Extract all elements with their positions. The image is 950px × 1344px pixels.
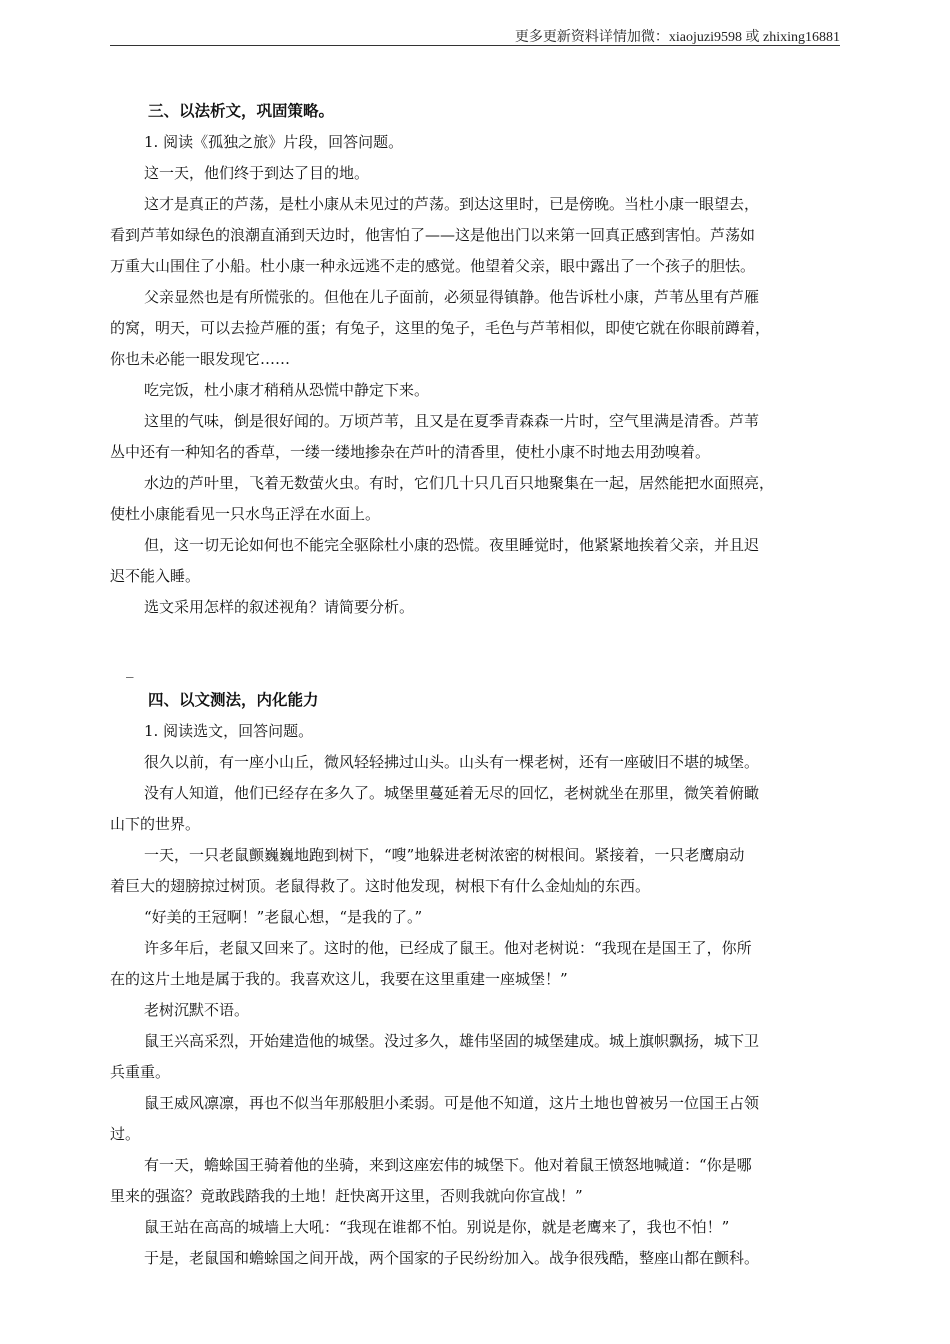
header-divider [110,45,840,46]
passage-line: 着巨大的翅膀掠过树顶。老鼠得救了。这时他发现，树根下有什么金灿灿的东西。 [110,877,651,895]
question-prompt: 选文采用怎样的叙述视角？请简要分析。 [144,598,415,616]
passage-line: 鼠王站在高高的城墙上大吼：“我现在谁都不怕。别说是你，就是老鹰来了，我也不怕！” [144,1218,730,1236]
passage-line: 万重大山围住了小船。杜小康一种永远逃不走的感觉。他望着父亲，眼中露出了一个孩子的胆怯。 [110,257,756,275]
passage-line: 过。 [110,1125,141,1143]
section3-question-intro: 1. 阅读《孤独之旅》片段，回答问题。 [144,133,404,151]
passage-line: 鼠王威风凛凛，再也不似当年那般胆小柔弱。可是他不知道，这片土地也曾被另一位国王占领 [144,1094,760,1112]
passage-line: 许多年后，老鼠又回来了。这时的他，已经成了鼠王。他对老树说：“我现在是国王了，你所 [144,939,752,957]
passage-line: 但，这一切无论如何也不能完全驱除杜小康的恐慌。夜里睡觉时，他紧紧地挨着父亲，并且迟 [144,536,760,554]
passage-line: 于是，老鼠国和蟾蜍国之间开战，两个国家的子民纷纷加入。战争很残酷，整座山都在颤科。 [144,1249,760,1267]
passage-line: 父亲显然也是有所慌张的。但他在儿子面前，必须显得镇静。他告诉杜小康，芦苇丛里有芦雁 [144,288,760,306]
passage-line: 吃完饭，杜小康才稍稍从恐慌中静定下来。 [144,381,430,399]
header-note: 更多更新资料详情加微：xiaojuzi9598 或 zhixing16881 [514,30,840,45]
passage-line: 这才是真正的芦荡，是杜小康从未见过的芦荡。到达这里时，已是傍晚。当杜小康一眼望去， [144,195,760,213]
passage-line: 这一天，他们终于到达了目的地。 [144,164,370,182]
passage-line: 看到芦苇如绿色的浪潮直涌到天边时，他害怕了——这是他出门以来第一回真正感到害怕。芦荡如 [110,226,756,244]
spacer [110,623,840,654]
section3-heading: 三、以法析文，巩固策略。 [148,102,335,120]
passage-line: 里来的强盗？竟敢践踏我的土地！赶快离开这里，否则我就向你宣战！” [110,1187,583,1205]
passage-line: “好美的王冠啊！”老鼠心想，“是我的了。” [144,908,423,926]
passage-line: 你也未必能一眼发现它…… [110,350,291,368]
passage-line: 老树沉默不语。 [144,1001,250,1019]
passage-line: 水边的芦叶里，飞着无数萤火虫。有时，它们几十只几百只地聚集在一起，居然能把水面照亮， [144,474,775,492]
section4-heading: 四、以文测法，内化能力 [148,691,319,709]
section4-question-intro: 1. 阅读选文，回答问题。 [144,722,314,740]
passage-line: 山下的世界。 [110,815,201,833]
passage-line: 在的这片土地是属于我的。我喜欢这儿，我要在这里重建一座城堡！” [110,970,568,988]
passage-line: 使杜小康能看见一只水鸟正浮在水面上。 [110,505,381,523]
document-body [110,96,840,1274]
passage-line: 鼠王兴高采烈，开始建造他的城堡。没过多久，雄伟坚固的城堡建成。城上旗帜飘扬，城下卫 [144,1032,760,1050]
answer-blank: _ [126,660,134,678]
passage-line: 这里的气味，倒是很好闻的。万顷芦苇，且又是在夏季青森森一片时，空气里满是清香。芦苇 [144,412,760,430]
passage-line: 很久以前，有一座小山丘，微风轻轻拂过山头。山头有一棵老树，还有一座破旧不堪的城堡。 [144,753,760,771]
passage-line: 没有人知道，他们已经存在多久了。城堡里蔓延着无尽的回忆，老树就坐在那里，微笑着俯瞰 [144,784,760,802]
passage-line: 丛中还有一种知名的香草，一缕一缕地掺杂在芦叶的清香里，使杜小康不时地去用劲嗅着。 [110,443,711,461]
passage-line: 迟不能入睡。 [110,567,201,585]
passage-line: 的窝，明天，可以去捡芦雁的蛋；有兔子，这里的兔子，毛色与芦苇相似，即使它就在你眼前蹲着， [110,319,771,337]
passage-line: 一天，一只老鼠颤巍巍地跑到树下，“嗖”地躲进老树浓密的树根间。紧接着，一只老鹰扇动 [144,846,745,864]
passage-line: 兵重重。 [110,1063,171,1081]
passage-line: 有一天，蟾蜍国王骑着他的坐骑，来到这座宏伟的城堡下。他对着鼠王愤怒地喊道：“你是哪 [144,1156,752,1174]
